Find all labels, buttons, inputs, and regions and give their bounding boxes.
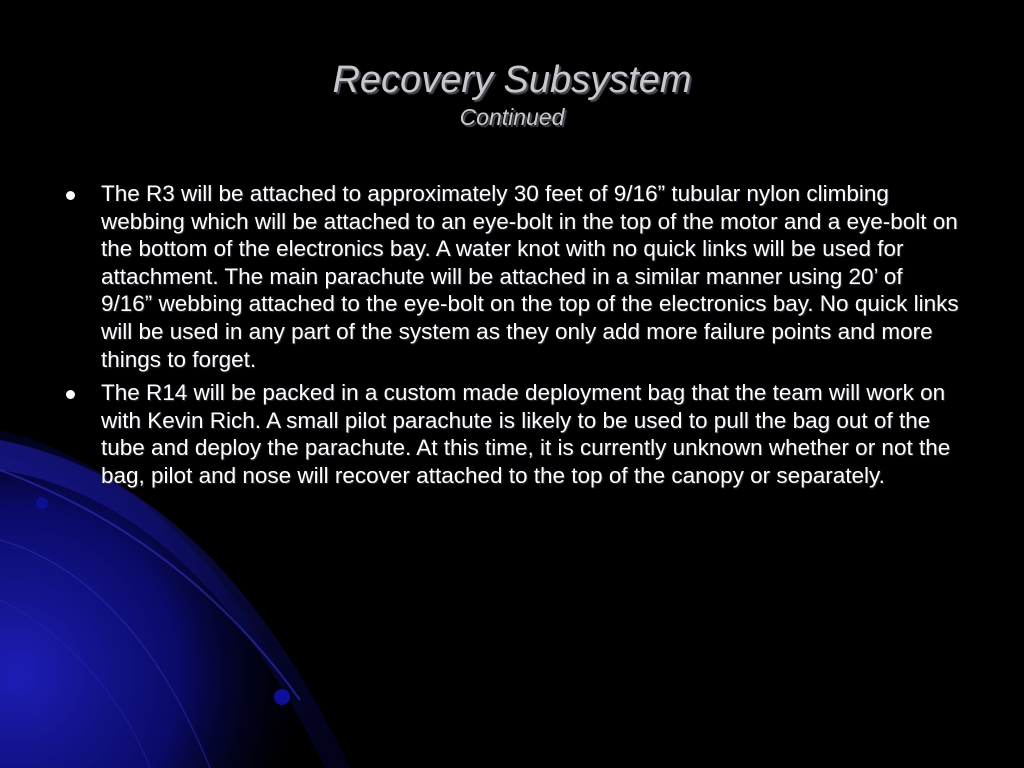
title-block — [0, 58, 1024, 132]
bullet-item-2 — [60, 379, 960, 489]
bullet-list — [60, 180, 960, 496]
decor-dot-1 — [36, 497, 48, 509]
bullet-icon — [66, 390, 75, 399]
decor-dot-2 — [274, 689, 290, 705]
bullet-item-1 — [60, 180, 960, 373]
bullet-text-2: The R14 will be packed in a custom made deployment bag that the team will work on with Kevin Rich. A small pilot parachute is likely to be used to pull the bag out of the tube and deploy the parachute. At this time, it is currently unknown whether or not the bag, pilot and nose will recover attached to the top of the canopy or separately. — [101, 380, 951, 488]
bullet-icon — [66, 191, 75, 200]
slide-subtitle: Continued — [459, 104, 565, 130]
slide-title: Recovery Subsystem — [332, 59, 692, 101]
bullet-text-1: The R3 will be attached to approximately 30 feet of 9/16” tubular nylon climbing webbing which will be attached to an eye-bolt in the top of the motor and a eye-bolt on the bottom of the electronics bay. A water knot with no quick links will be used for attachment. The main parachute will be attached in a similar manner using 20’ of 9/16” webbing attached to the eye-bolt on the top of the electronics bay. No quick links will be used in any part of the system as they only add more failure points and more things to forget. — [101, 181, 959, 372]
